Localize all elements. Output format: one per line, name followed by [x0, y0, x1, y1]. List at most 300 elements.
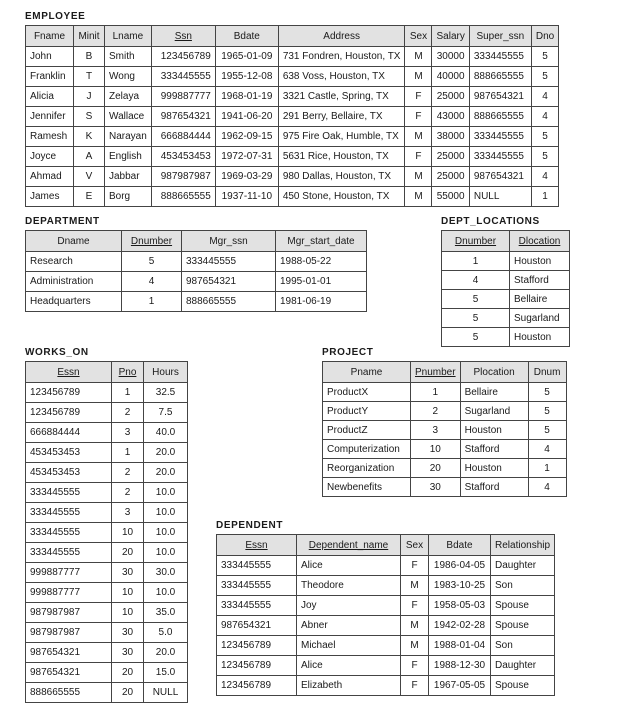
table-cell: Bellaire	[460, 383, 528, 402]
table-cell: 1967-05-05	[429, 676, 491, 696]
table-cell: E	[74, 187, 105, 207]
column-header: Essn	[26, 362, 112, 383]
dept-locations-title: DEPT_LOCATIONS	[441, 216, 540, 227]
table-cell: 4	[531, 87, 558, 107]
table-cell: 5	[531, 147, 558, 167]
table-row	[26, 252, 367, 272]
header-row	[217, 535, 555, 556]
column-header: Ssn	[151, 26, 215, 47]
table-cell: 20.0	[144, 443, 188, 463]
table-cell: Daughter	[491, 656, 555, 676]
table-cell: Stafford	[460, 440, 528, 459]
table-cell: 1988-05-22	[276, 252, 367, 272]
table-cell: 333445555	[26, 483, 112, 503]
column-header: Fname	[26, 26, 74, 47]
table-cell: 1969-03-29	[215, 167, 278, 187]
table-cell: 333445555	[217, 556, 297, 576]
table-cell: 5	[442, 290, 510, 309]
table-cell: Borg	[105, 187, 152, 207]
table-cell: Administration	[26, 272, 122, 292]
table-row	[323, 478, 567, 497]
table-cell: 333445555	[469, 127, 531, 147]
table-cell: Wallace	[105, 107, 152, 127]
table-cell: 123456789	[217, 656, 297, 676]
project-table	[322, 361, 567, 497]
table-cell: 1986-04-05	[429, 556, 491, 576]
table-cell: ProductY	[323, 402, 411, 421]
table-cell: 1965-01-09	[215, 47, 278, 67]
table-cell: 333445555	[182, 252, 276, 272]
table-cell: 123456789	[217, 676, 297, 696]
table-cell: F	[401, 556, 429, 576]
table-cell: B	[74, 47, 105, 67]
dependent-table	[216, 534, 555, 696]
table-row	[442, 309, 570, 328]
header-row	[26, 26, 559, 47]
table-cell: 987654321	[469, 167, 531, 187]
table-cell: 1942-02-28	[429, 616, 491, 636]
table-cell: 987654321	[151, 107, 215, 127]
table-cell: 5631 Rice, Houston, TX	[278, 147, 405, 167]
table-cell: 30	[112, 563, 144, 583]
table-cell: 20.0	[144, 463, 188, 483]
table-cell: Houston	[460, 459, 528, 478]
table-cell: 2	[112, 403, 144, 423]
table-row	[217, 656, 555, 676]
table-cell: Alice	[297, 656, 401, 676]
table-cell: T	[74, 67, 105, 87]
column-header: Dname	[26, 231, 122, 252]
table-cell: NULL	[469, 187, 531, 207]
column-header: Dnumber	[122, 231, 182, 252]
table-cell: M	[401, 636, 429, 656]
table-cell: 5	[528, 383, 566, 402]
table-cell: 10.0	[144, 543, 188, 563]
table-row	[26, 503, 188, 523]
table-cell: M	[405, 127, 432, 147]
table-row	[323, 402, 567, 421]
table-cell: 1	[122, 292, 182, 312]
table-cell: F	[401, 596, 429, 616]
table-cell: 3	[112, 423, 144, 443]
table-cell: 1941-06-20	[215, 107, 278, 127]
column-header: Salary	[432, 26, 469, 47]
table-cell: Ramesh	[26, 127, 74, 147]
table-cell: 5	[528, 421, 566, 440]
table-row	[217, 616, 555, 636]
table-cell: 1995-01-01	[276, 272, 367, 292]
table-cell: 5	[528, 402, 566, 421]
table-row	[217, 556, 555, 576]
table-cell: J	[74, 87, 105, 107]
table-cell: Joyce	[26, 147, 74, 167]
works-on-table	[25, 361, 188, 703]
table-cell: 987654321	[26, 663, 112, 683]
table-cell: 40000	[432, 67, 469, 87]
table-cell: 10	[112, 583, 144, 603]
column-header: Dnumber	[442, 231, 510, 252]
column-header: Dnum	[528, 362, 566, 383]
table-cell: 3	[112, 503, 144, 523]
table-cell: Michael	[297, 636, 401, 656]
table-cell: 30	[411, 478, 461, 497]
table-cell: 987654321	[217, 616, 297, 636]
table-cell: 999887777	[151, 87, 215, 107]
table-cell: Headquarters	[26, 292, 122, 312]
table-cell: 15.0	[144, 663, 188, 683]
dept-locations-table	[441, 230, 570, 347]
table-cell: 5	[442, 328, 510, 347]
table-cell: 123456789	[26, 383, 112, 403]
table-cell: Spouse	[491, 596, 555, 616]
table-cell: Zelaya	[105, 87, 152, 107]
table-cell: 1	[112, 383, 144, 403]
table-cell: Wong	[105, 67, 152, 87]
table-cell: 1988-12-30	[429, 656, 491, 676]
table-cell: F	[405, 87, 432, 107]
table-row	[26, 523, 188, 543]
table-cell: 1962-09-15	[215, 127, 278, 147]
table-cell: 333445555	[151, 67, 215, 87]
column-header: Pnumber	[411, 362, 461, 383]
table-cell: Houston	[460, 421, 528, 440]
table-cell: 731 Fondren, Houston, TX	[278, 47, 405, 67]
table-cell: 10.0	[144, 503, 188, 523]
table-row	[26, 167, 559, 187]
table-cell: 980 Dallas, Houston, TX	[278, 167, 405, 187]
table-cell: 987987987	[26, 603, 112, 623]
table-cell: 10.0	[144, 483, 188, 503]
column-header: Sex	[401, 535, 429, 556]
works-on-title: WORKS_ON	[25, 347, 89, 358]
table-cell: Houston	[510, 328, 570, 347]
table-cell: 10	[112, 523, 144, 543]
table-row	[26, 87, 559, 107]
table-row	[26, 603, 188, 623]
table-cell: 453453453	[151, 147, 215, 167]
table-cell: 4	[442, 271, 510, 290]
column-header: Pname	[323, 362, 411, 383]
table-cell: F	[401, 656, 429, 676]
table-cell: 20.0	[144, 643, 188, 663]
column-header: Minit	[74, 26, 105, 47]
table-cell: 888665555	[469, 107, 531, 127]
table-cell: 20	[112, 663, 144, 683]
department-title: DEPARTMENT	[25, 216, 100, 227]
table-cell: 333445555	[469, 147, 531, 167]
table-cell: NULL	[144, 683, 188, 703]
table-cell: Theodore	[297, 576, 401, 596]
table-cell: Abner	[297, 616, 401, 636]
table-row	[26, 403, 188, 423]
table-cell: 1981-06-19	[276, 292, 367, 312]
table-cell: 450 Stone, Houston, TX	[278, 187, 405, 207]
employee-relation	[25, 11, 559, 207]
table-cell: Houston	[510, 252, 570, 271]
table-cell: F	[405, 107, 432, 127]
table-cell: Ahmad	[26, 167, 74, 187]
table-cell: Reorganization	[323, 459, 411, 478]
column-header: Lname	[105, 26, 152, 47]
table-cell: 987987987	[26, 623, 112, 643]
table-cell: 999887777	[26, 583, 112, 603]
employee-title: EMPLOYEE	[25, 11, 86, 22]
project-relation	[322, 347, 567, 497]
table-row	[217, 596, 555, 616]
table-cell: 999887777	[26, 563, 112, 583]
table-cell: 20	[112, 683, 144, 703]
table-cell: 888665555	[151, 187, 215, 207]
table-cell: 10	[411, 440, 461, 459]
table-row	[217, 636, 555, 656]
table-cell: V	[74, 167, 105, 187]
table-cell: 333445555	[26, 543, 112, 563]
table-cell: 43000	[432, 107, 469, 127]
column-header: Essn	[217, 535, 297, 556]
table-row	[26, 292, 367, 312]
table-cell: 1983-10-25	[429, 576, 491, 596]
table-cell: 1958-05-03	[429, 596, 491, 616]
table-row	[26, 543, 188, 563]
dependent-relation	[216, 520, 555, 696]
table-cell: M	[405, 167, 432, 187]
table-row	[26, 483, 188, 503]
table-cell: M	[401, 576, 429, 596]
table-cell: 5.0	[144, 623, 188, 643]
table-cell: 453453453	[26, 463, 112, 483]
table-cell: 987654321	[182, 272, 276, 292]
table-cell: Jennifer	[26, 107, 74, 127]
table-cell: 123456789	[151, 47, 215, 67]
table-cell: James	[26, 187, 74, 207]
column-header: Dno	[531, 26, 558, 47]
table-cell: 987654321	[26, 643, 112, 663]
table-row	[26, 67, 559, 87]
table-cell: Alicia	[26, 87, 74, 107]
table-cell: 333445555	[469, 47, 531, 67]
table-cell: Newbenefits	[323, 478, 411, 497]
table-row	[26, 272, 367, 292]
table-cell: 55000	[432, 187, 469, 207]
header-row	[26, 231, 367, 252]
table-cell: ProductZ	[323, 421, 411, 440]
table-cell: 4	[122, 272, 182, 292]
table-row	[26, 463, 188, 483]
table-cell: Son	[491, 636, 555, 656]
table-cell: 2	[112, 483, 144, 503]
project-title: PROJECT	[322, 347, 374, 358]
table-cell: 32.5	[144, 383, 188, 403]
table-row	[323, 459, 567, 478]
table-row	[26, 643, 188, 663]
table-cell: 2	[411, 402, 461, 421]
table-row	[26, 187, 559, 207]
table-cell: 38000	[432, 127, 469, 147]
table-cell: 40.0	[144, 423, 188, 443]
table-cell: Joy	[297, 596, 401, 616]
table-cell: 5	[531, 47, 558, 67]
table-row	[26, 583, 188, 603]
table-cell: 10.0	[144, 523, 188, 543]
table-cell: Research	[26, 252, 122, 272]
table-cell: A	[74, 147, 105, 167]
table-row	[26, 423, 188, 443]
column-header: Bdate	[429, 535, 491, 556]
table-cell: Jabbar	[105, 167, 152, 187]
table-row	[26, 443, 188, 463]
table-cell: S	[74, 107, 105, 127]
department-table	[25, 230, 367, 312]
table-cell: 453453453	[26, 443, 112, 463]
table-row	[217, 676, 555, 696]
table-cell: 10.0	[144, 583, 188, 603]
table-cell: 5	[531, 127, 558, 147]
table-cell: 1955-12-08	[215, 67, 278, 87]
table-row	[442, 290, 570, 309]
dependent-title: DEPENDENT	[216, 520, 284, 531]
table-cell: 5	[122, 252, 182, 272]
table-cell: F	[405, 147, 432, 167]
table-cell: K	[74, 127, 105, 147]
table-cell: 7.5	[144, 403, 188, 423]
table-cell: 1988-01-04	[429, 636, 491, 656]
column-header: Relationship	[491, 535, 555, 556]
table-cell: M	[405, 67, 432, 87]
table-cell: 25000	[432, 167, 469, 187]
column-header: Sex	[405, 26, 432, 47]
table-cell: 333445555	[217, 596, 297, 616]
table-row	[26, 107, 559, 127]
table-cell: 3	[411, 421, 461, 440]
header-row	[442, 231, 570, 252]
table-cell: 888665555	[182, 292, 276, 312]
table-cell: Stafford	[460, 478, 528, 497]
table-cell: 888665555	[26, 683, 112, 703]
column-header: Super_ssn	[469, 26, 531, 47]
table-cell: 1	[411, 383, 461, 402]
table-cell: 333445555	[217, 576, 297, 596]
table-cell: 10	[112, 603, 144, 623]
table-row	[26, 563, 188, 583]
table-cell: John	[26, 47, 74, 67]
table-cell: Bellaire	[510, 290, 570, 309]
table-cell: 333445555	[26, 503, 112, 523]
table-cell: Spouse	[491, 676, 555, 696]
table-cell: Franklin	[26, 67, 74, 87]
table-row	[26, 623, 188, 643]
table-cell: 25000	[432, 147, 469, 167]
table-row	[442, 271, 570, 290]
employee-table	[25, 25, 559, 207]
table-cell: F	[401, 676, 429, 696]
column-header: Mgr_start_date	[276, 231, 367, 252]
table-cell: 25000	[432, 87, 469, 107]
table-cell: Computerization	[323, 440, 411, 459]
header-row	[26, 362, 188, 383]
table-cell: M	[405, 187, 432, 207]
works-on-relation	[25, 347, 188, 703]
column-header: Mgr_ssn	[182, 231, 276, 252]
table-cell: 1968-01-19	[215, 87, 278, 107]
table-row	[26, 47, 559, 67]
table-cell: 666884444	[151, 127, 215, 147]
column-header: Dlocation	[510, 231, 570, 252]
table-cell: 638 Voss, Houston, TX	[278, 67, 405, 87]
department-relation	[25, 216, 367, 312]
table-cell: 666884444	[26, 423, 112, 443]
table-cell: Sugarland	[460, 402, 528, 421]
table-cell: 20	[411, 459, 461, 478]
table-cell: 5	[442, 309, 510, 328]
table-cell: 3321 Castle, Spring, TX	[278, 87, 405, 107]
table-cell: 2	[112, 463, 144, 483]
table-cell: 30	[112, 623, 144, 643]
table-cell: Daughter	[491, 556, 555, 576]
column-header: Address	[278, 26, 405, 47]
table-cell: M	[405, 47, 432, 67]
table-cell: 333445555	[26, 523, 112, 543]
table-cell: 987987987	[151, 167, 215, 187]
table-row	[323, 440, 567, 459]
table-cell: Smith	[105, 47, 152, 67]
table-cell: 4	[528, 440, 566, 459]
table-cell: 888665555	[469, 67, 531, 87]
table-cell: 1937-11-10	[215, 187, 278, 207]
table-row	[442, 328, 570, 347]
table-cell: Elizabeth	[297, 676, 401, 696]
table-row	[26, 127, 559, 147]
table-cell: 123456789	[217, 636, 297, 656]
table-cell: 1	[528, 459, 566, 478]
table-cell: 1	[442, 252, 510, 271]
table-row	[26, 383, 188, 403]
table-cell: 975 Fire Oak, Humble, TX	[278, 127, 405, 147]
table-cell: 4	[528, 478, 566, 497]
table-cell: 4	[531, 167, 558, 187]
table-cell: 4	[531, 107, 558, 127]
column-header: Hours	[144, 362, 188, 383]
table-cell: Sugarland	[510, 309, 570, 328]
column-header: Pno	[112, 362, 144, 383]
table-cell: 1972-07-31	[215, 147, 278, 167]
table-row	[323, 421, 567, 440]
table-cell: 1	[531, 187, 558, 207]
table-cell: 30	[112, 643, 144, 663]
column-header: Dependent_name	[297, 535, 401, 556]
table-cell: 30000	[432, 47, 469, 67]
table-row	[323, 383, 567, 402]
table-cell: ProductX	[323, 383, 411, 402]
table-row	[442, 252, 570, 271]
table-cell: 35.0	[144, 603, 188, 623]
table-cell: 1	[112, 443, 144, 463]
column-header: Plocation	[460, 362, 528, 383]
header-row	[323, 362, 567, 383]
table-cell: Spouse	[491, 616, 555, 636]
table-cell: 987654321	[469, 87, 531, 107]
table-cell: 123456789	[26, 403, 112, 423]
table-cell: Narayan	[105, 127, 152, 147]
table-row	[217, 576, 555, 596]
table-row	[26, 663, 188, 683]
table-cell: Son	[491, 576, 555, 596]
table-cell: M	[401, 616, 429, 636]
table-cell: Stafford	[510, 271, 570, 290]
column-header: Bdate	[215, 26, 278, 47]
table-cell: 30.0	[144, 563, 188, 583]
table-cell: English	[105, 147, 152, 167]
table-cell: Alice	[297, 556, 401, 576]
